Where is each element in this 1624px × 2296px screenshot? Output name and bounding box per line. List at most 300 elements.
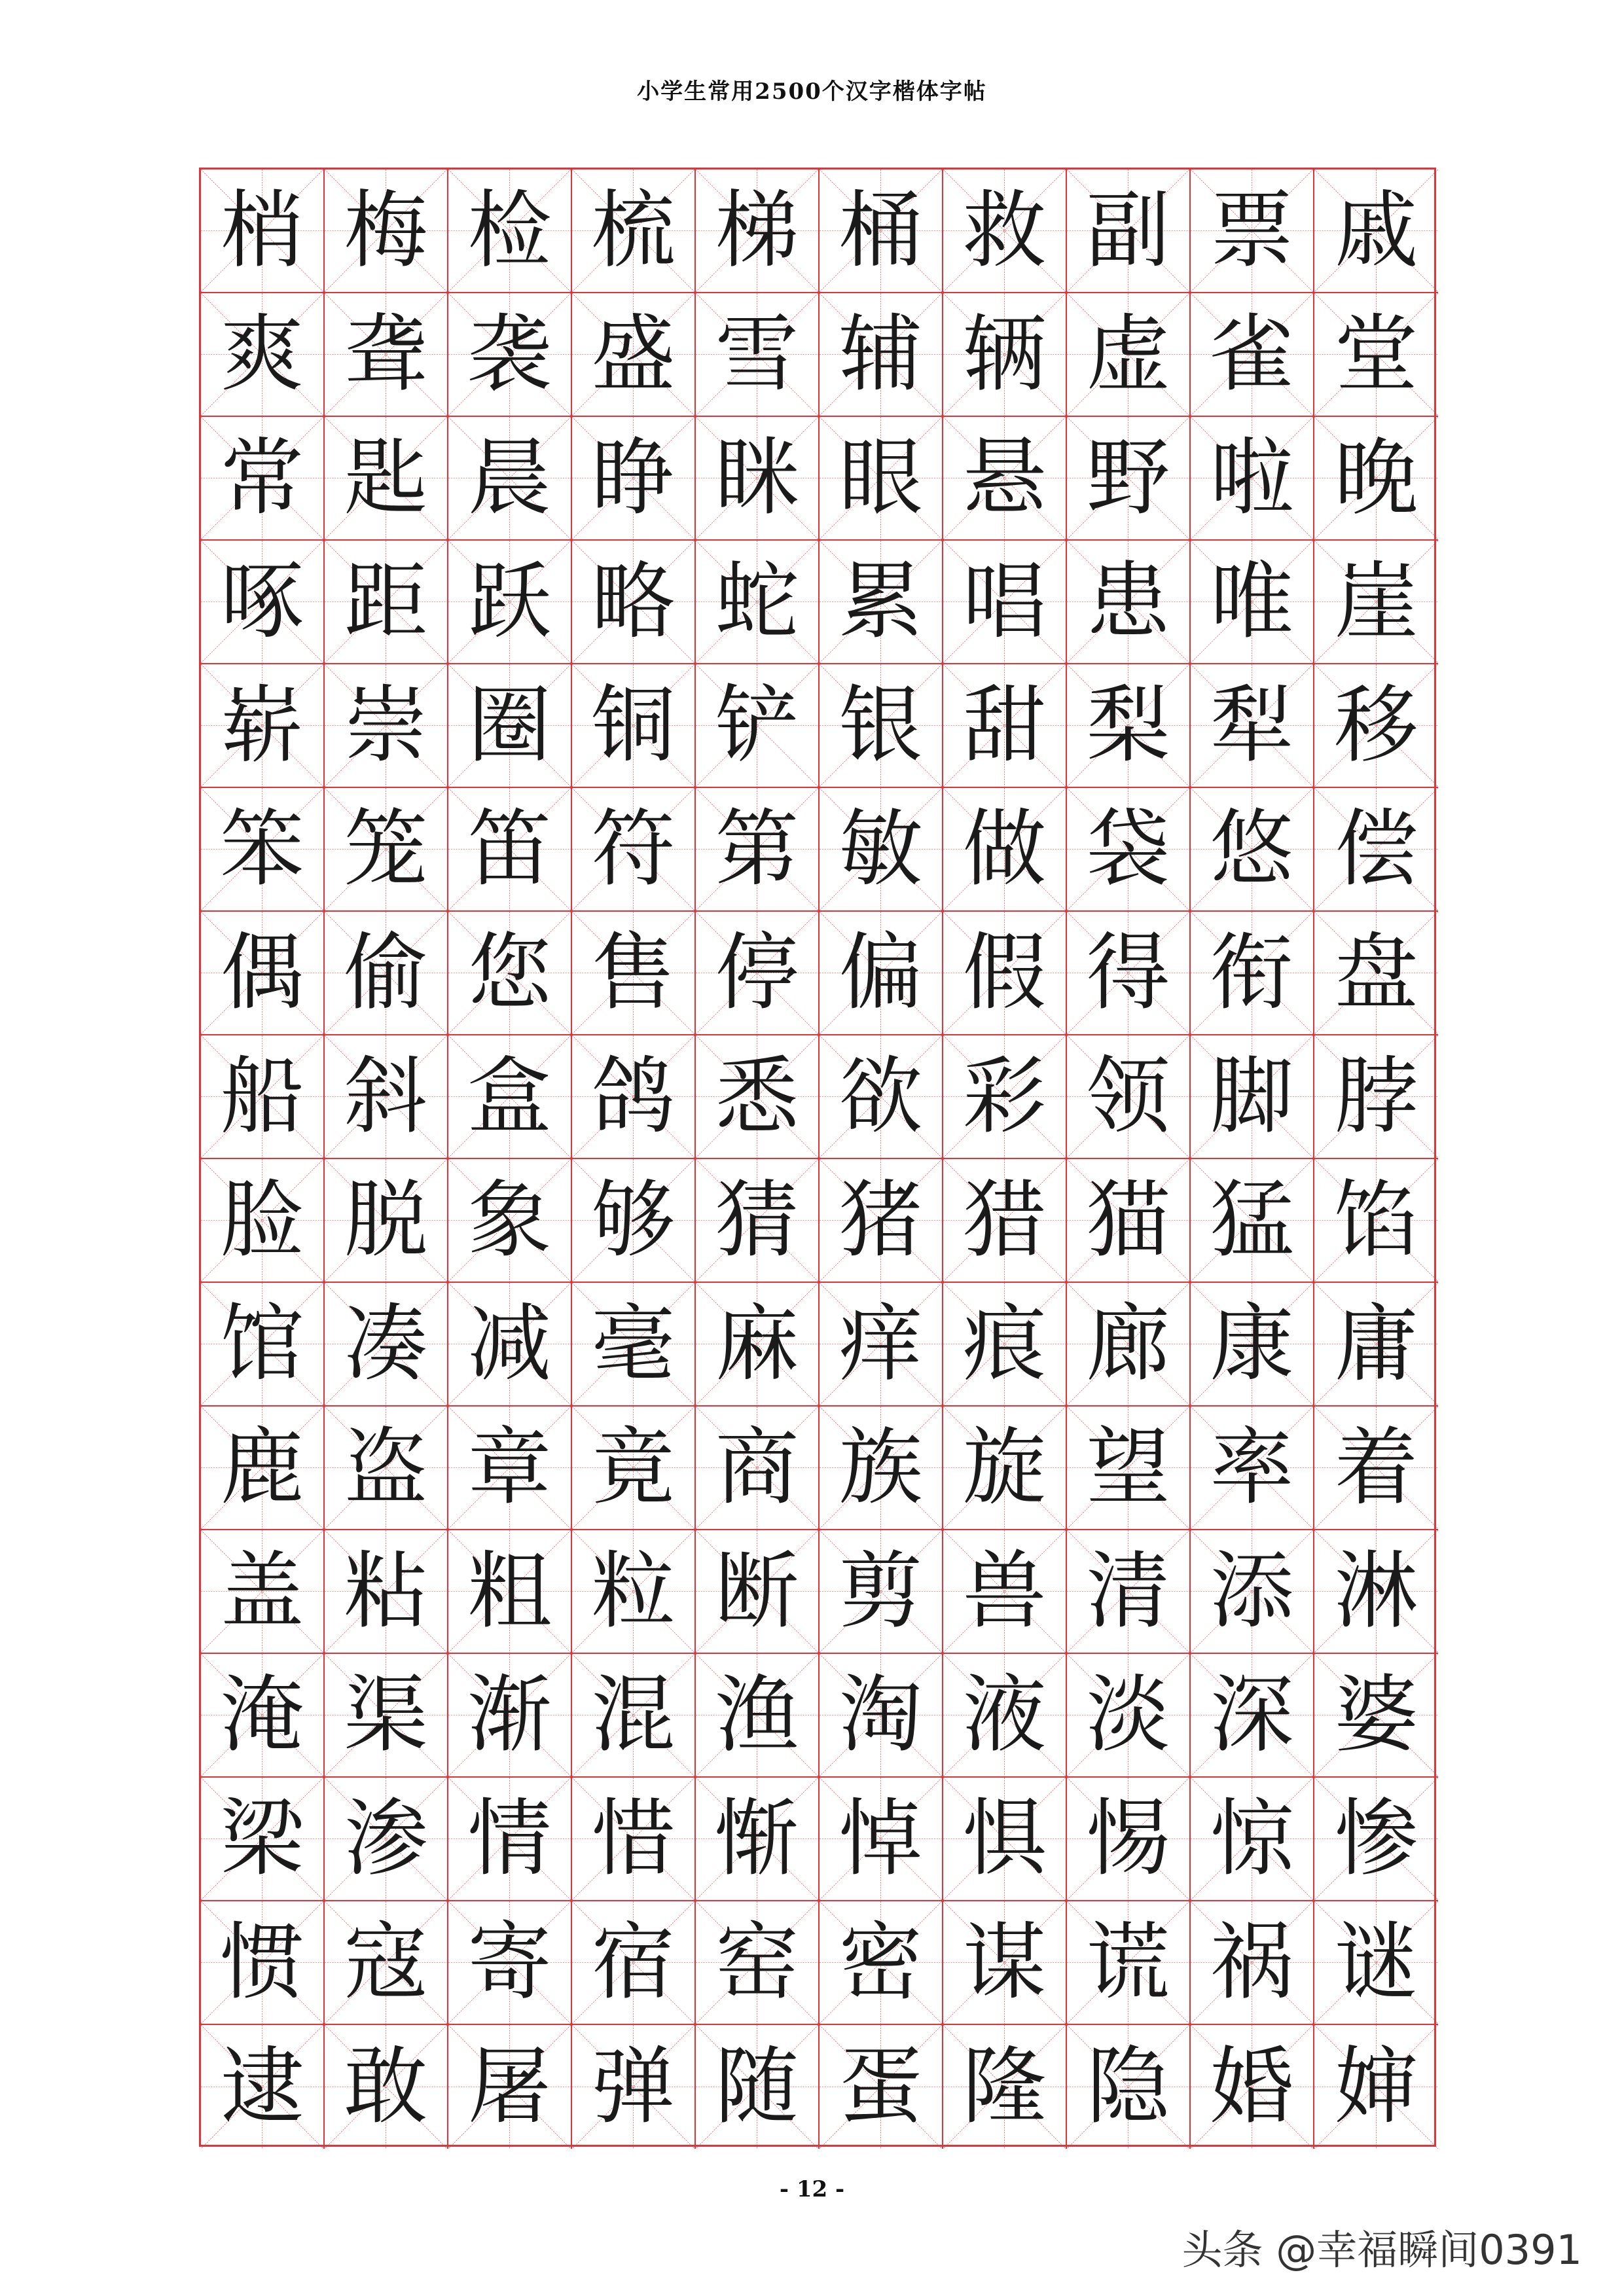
grid-cell	[1191, 912, 1314, 1035]
grid-cell	[820, 417, 943, 541]
practice-character: 谜	[1334, 1913, 1418, 2011]
grid-cell	[1067, 788, 1191, 912]
practice-character: 情	[467, 1789, 552, 1888]
practice-character: 假	[962, 924, 1047, 1022]
practice-character: 剪	[839, 1542, 923, 1640]
practice-character: 脖	[1334, 1047, 1418, 1145]
practice-character: 盒	[467, 1047, 552, 1145]
grid-cell	[1067, 1407, 1191, 1530]
practice-character: 盛	[591, 305, 676, 403]
grid-cell	[943, 664, 1067, 788]
practice-character: 够	[591, 1171, 676, 1269]
practice-character: 断	[715, 1542, 799, 1640]
grid-cell	[1191, 417, 1314, 541]
grid-cell	[325, 788, 448, 912]
practice-character: 凑	[344, 1295, 428, 1393]
grid-cell	[572, 1530, 696, 1654]
practice-character: 敢	[344, 2037, 428, 2136]
grid-cell	[696, 1901, 820, 2025]
practice-character: 惯	[220, 1913, 304, 2011]
practice-character: 族	[839, 1418, 923, 1516]
practice-character: 移	[1334, 676, 1418, 774]
practice-character: 隆	[962, 2037, 1047, 2136]
practice-character: 粗	[467, 1542, 552, 1640]
practice-character: 欲	[839, 1047, 923, 1145]
grid-cell	[1314, 293, 1438, 417]
grid-cell	[820, 1530, 943, 1654]
practice-character: 梁	[220, 1789, 304, 1888]
grid-cell	[696, 912, 820, 1035]
grid-cell	[1314, 912, 1438, 1035]
grid-cell	[572, 2025, 696, 2149]
practice-character: 深	[1210, 1666, 1294, 1764]
grid-cell	[943, 1654, 1067, 1778]
grid-cell	[943, 1035, 1067, 1159]
grid-cell	[1314, 664, 1438, 788]
practice-character: 爽	[220, 305, 304, 403]
grid-cell	[201, 417, 325, 541]
practice-character: 睁	[591, 429, 676, 527]
practice-character: 圈	[467, 676, 552, 774]
practice-character: 啄	[220, 552, 304, 651]
practice-character: 盖	[220, 1542, 304, 1640]
grid-cell	[696, 170, 820, 293]
practice-character: 添	[1210, 1542, 1294, 1640]
practice-character: 液	[962, 1666, 1047, 1764]
grid-cell	[1067, 1778, 1191, 1901]
practice-character: 惕	[1086, 1789, 1170, 1888]
page-number: - 12 -	[779, 2176, 845, 2202]
practice-character: 康	[1210, 1295, 1294, 1393]
practice-character: 脚	[1210, 1047, 1294, 1145]
grid-cell	[1067, 2025, 1191, 2149]
practice-character: 甜	[962, 676, 1047, 774]
grid-cell	[696, 1035, 820, 1159]
practice-character: 符	[591, 800, 676, 898]
grid-cell	[1191, 2025, 1314, 2149]
practice-character: 祸	[1210, 1913, 1294, 2011]
practice-character: 蛇	[715, 552, 799, 651]
practice-character: 庸	[1334, 1295, 1418, 1393]
grid-cell	[943, 1530, 1067, 1654]
practice-character: 脱	[344, 1171, 428, 1269]
practice-character: 笨	[220, 800, 304, 898]
grid-cell	[325, 1035, 448, 1159]
practice-character: 雪	[715, 305, 799, 403]
grid-cell	[572, 1283, 696, 1407]
grid-cell	[1314, 1035, 1438, 1159]
practice-character: 跃	[467, 552, 552, 651]
grid-cell	[820, 664, 943, 788]
practice-character: 章	[467, 1418, 552, 1516]
grid-cell	[201, 541, 325, 664]
practice-character: 馆	[220, 1295, 304, 1393]
grid-cell	[325, 170, 448, 293]
practice-character: 银	[839, 676, 923, 774]
practice-character: 患	[1086, 552, 1170, 651]
practice-character: 隐	[1086, 2037, 1170, 2136]
grid-cell	[820, 1407, 943, 1530]
grid-cell	[820, 912, 943, 1035]
practice-character: 辆	[962, 305, 1047, 403]
practice-character: 悬	[962, 429, 1047, 527]
grid-cell	[448, 1654, 572, 1778]
grid-cell	[696, 1654, 820, 1778]
grid-cell	[1191, 293, 1314, 417]
grid-cell	[1067, 1901, 1191, 2025]
practice-character: 婆	[1334, 1666, 1418, 1764]
practice-character: 偶	[220, 924, 304, 1022]
grid-cell	[325, 912, 448, 1035]
grid-cell	[943, 293, 1067, 417]
practice-character: 痕	[962, 1295, 1047, 1393]
practice-character: 悠	[1210, 800, 1294, 898]
practice-character: 偷	[344, 924, 428, 1022]
grid-cell	[820, 788, 943, 912]
watermark: 头条 @幸福瞬间0391	[1182, 2226, 1582, 2274]
grid-cell	[1067, 1035, 1191, 1159]
grid-cell	[572, 788, 696, 912]
grid-cell	[1067, 1283, 1191, 1407]
grid-cell	[572, 170, 696, 293]
grid-cell	[325, 1283, 448, 1407]
grid-cell	[1067, 417, 1191, 541]
grid-cell	[943, 788, 1067, 912]
practice-character: 停	[715, 924, 799, 1022]
practice-character: 虚	[1086, 305, 1170, 403]
practice-character: 谎	[1086, 1913, 1170, 2011]
grid-cell	[1067, 1654, 1191, 1778]
grid-cell	[943, 1778, 1067, 1901]
practice-character: 戚	[1334, 181, 1418, 279]
grid-cell	[943, 1159, 1067, 1283]
practice-character: 渠	[344, 1666, 428, 1764]
grid-cell	[572, 541, 696, 664]
grid-cell	[201, 170, 325, 293]
practice-character: 猫	[1086, 1171, 1170, 1269]
grid-cell	[1191, 1530, 1314, 1654]
grid-cell	[1314, 1159, 1438, 1283]
practice-character: 袭	[467, 305, 552, 403]
practice-character: 得	[1086, 924, 1170, 1022]
practice-character: 随	[715, 2037, 799, 2136]
practice-character: 崖	[1334, 552, 1418, 651]
practice-character: 崇	[344, 676, 428, 774]
grid-cell	[943, 1407, 1067, 1530]
practice-character: 清	[1086, 1542, 1170, 1640]
practice-character: 唱	[962, 552, 1047, 651]
practice-character: 聋	[344, 305, 428, 403]
grid-cell	[325, 1530, 448, 1654]
grid-cell	[1067, 170, 1191, 293]
grid-cell	[1314, 170, 1438, 293]
grid-cell	[448, 417, 572, 541]
practice-character: 宿	[591, 1913, 676, 2011]
grid-cell	[201, 1407, 325, 1530]
grid-cell	[943, 912, 1067, 1035]
grid-cell	[1314, 2025, 1438, 2149]
practice-character: 敏	[839, 800, 923, 898]
practice-character: 混	[591, 1666, 676, 1764]
practice-character: 弹	[591, 2037, 676, 2136]
grid-cell	[325, 1159, 448, 1283]
grid-cell	[572, 293, 696, 417]
grid-cell	[820, 1283, 943, 1407]
practice-character: 匙	[344, 429, 428, 527]
practice-character: 淘	[839, 1666, 923, 1764]
practice-character: 偿	[1334, 800, 1418, 898]
practice-character: 笛	[467, 800, 552, 898]
grid-cell	[1191, 1283, 1314, 1407]
grid-cell	[696, 541, 820, 664]
practice-character: 野	[1086, 429, 1170, 527]
practice-character: 寇	[344, 1913, 428, 2011]
practice-character: 铲	[715, 676, 799, 774]
practice-character: 望	[1086, 1418, 1170, 1516]
practice-character: 犁	[1210, 676, 1294, 774]
practice-character: 检	[467, 181, 552, 279]
grid-cell	[572, 664, 696, 788]
grid-cell	[1314, 1654, 1438, 1778]
grid-cell	[448, 912, 572, 1035]
practice-character: 第	[715, 800, 799, 898]
practice-character: 雀	[1210, 305, 1294, 403]
grid-cell	[325, 417, 448, 541]
grid-cell	[1067, 664, 1191, 788]
page-title: 小学生常用2500个汉字楷体字帖	[637, 79, 987, 105]
practice-character: 眯	[715, 429, 799, 527]
grid-cell	[572, 417, 696, 541]
practice-character: 您	[467, 924, 552, 1022]
grid-cell	[448, 788, 572, 912]
practice-character: 廊	[1086, 1295, 1170, 1393]
practice-character: 彩	[962, 1047, 1047, 1145]
practice-character: 晨	[467, 429, 552, 527]
practice-character: 粘	[344, 1542, 428, 1640]
practice-character: 屠	[467, 2037, 552, 2136]
grid-cell	[325, 1778, 448, 1901]
grid-cell	[448, 1159, 572, 1283]
practice-character: 淹	[220, 1666, 304, 1764]
grid-cell	[696, 1159, 820, 1283]
practice-character: 寄	[467, 1913, 552, 2011]
grid-cell	[201, 912, 325, 1035]
grid-cell	[201, 1283, 325, 1407]
practice-character: 桶	[839, 181, 923, 279]
practice-character: 毫	[591, 1295, 676, 1393]
practice-character: 猛	[1210, 1171, 1294, 1269]
practice-character: 眼	[839, 429, 923, 527]
grid-cell	[201, 1530, 325, 1654]
grid-cell	[448, 1901, 572, 2025]
grid-cell	[1191, 1159, 1314, 1283]
practice-character: 逮	[220, 2037, 304, 2136]
grid-cell	[201, 788, 325, 912]
grid-cell	[820, 1654, 943, 1778]
grid-cell	[1314, 1778, 1438, 1901]
grid-cell	[943, 1283, 1067, 1407]
grid-cell	[448, 541, 572, 664]
grid-cell	[820, 170, 943, 293]
practice-character: 笼	[344, 800, 428, 898]
grid-cell	[201, 1778, 325, 1901]
grid-cell	[1191, 1778, 1314, 1901]
grid-cell	[201, 1035, 325, 1159]
grid-cell	[1314, 1407, 1438, 1530]
grid-cell	[696, 417, 820, 541]
practice-character: 副	[1086, 181, 1170, 279]
practice-character: 密	[839, 1913, 923, 2011]
practice-character: 领	[1086, 1047, 1170, 1145]
practice-character: 惨	[1334, 1789, 1418, 1888]
practice-character: 蛋	[839, 2037, 923, 2136]
grid-cell	[1314, 1530, 1438, 1654]
grid-cell	[820, 2025, 943, 2149]
grid-cell	[1191, 788, 1314, 912]
grid-cell	[448, 1283, 572, 1407]
grid-cell	[201, 1901, 325, 2025]
grid-cell	[943, 541, 1067, 664]
grid-cell	[572, 1901, 696, 2025]
grid-cell	[448, 1035, 572, 1159]
practice-character: 鹿	[220, 1418, 304, 1516]
grid-cell	[325, 1901, 448, 2025]
grid-cell	[448, 1407, 572, 1530]
grid-cell	[448, 170, 572, 293]
grid-cell	[201, 293, 325, 417]
practice-character: 旋	[962, 1418, 1047, 1516]
grid-cell	[325, 1407, 448, 1530]
practice-character: 淋	[1334, 1542, 1418, 1640]
grid-cell	[696, 2025, 820, 2149]
practice-character: 梢	[220, 181, 304, 279]
grid-cell	[1067, 912, 1191, 1035]
grid-cell	[696, 1407, 820, 1530]
practice-character: 渐	[467, 1666, 552, 1764]
practice-character: 铜	[591, 676, 676, 774]
practice-character: 馅	[1334, 1171, 1418, 1269]
practice-character: 崭	[220, 676, 304, 774]
grid-cell	[1191, 1654, 1314, 1778]
practice-character: 唯	[1210, 552, 1294, 651]
grid-cell	[696, 664, 820, 788]
grid-cell	[820, 541, 943, 664]
practice-character: 象	[467, 1171, 552, 1269]
practice-character: 鸽	[591, 1047, 676, 1145]
practice-character: 常	[220, 429, 304, 527]
practice-character: 惊	[1210, 1789, 1294, 1888]
grid-cell	[943, 2025, 1067, 2149]
practice-character: 惜	[591, 1789, 676, 1888]
practice-character: 率	[1210, 1418, 1294, 1516]
practice-character: 痒	[839, 1295, 923, 1393]
grid-cell	[448, 2025, 572, 2149]
practice-character: 竟	[591, 1418, 676, 1516]
grid-cell	[696, 788, 820, 912]
grid-cell	[201, 664, 325, 788]
practice-character: 盗	[344, 1418, 428, 1516]
grid-cell	[448, 1778, 572, 1901]
practice-character: 悼	[839, 1789, 923, 1888]
grid-cell	[1067, 293, 1191, 417]
practice-character: 斜	[344, 1047, 428, 1145]
grid-cell	[1191, 664, 1314, 788]
grid-cell	[696, 1530, 820, 1654]
grid-cell	[325, 293, 448, 417]
grid-cell	[1314, 417, 1438, 541]
practice-character: 着	[1334, 1418, 1418, 1516]
practice-character: 惧	[962, 1789, 1047, 1888]
practice-character: 梅	[344, 181, 428, 279]
practice-character: 悉	[715, 1047, 799, 1145]
grid-cell	[448, 664, 572, 788]
grid-cell	[1191, 170, 1314, 293]
grid-cell	[696, 1283, 820, 1407]
practice-character: 售	[591, 924, 676, 1022]
grid-cell	[572, 912, 696, 1035]
practice-character: 猎	[962, 1171, 1047, 1269]
grid-cell	[325, 1654, 448, 1778]
practice-grid	[199, 168, 1436, 2147]
practice-character: 盘	[1334, 924, 1418, 1022]
practice-character: 船	[220, 1047, 304, 1145]
grid-cell	[820, 293, 943, 417]
practice-character: 晚	[1334, 429, 1418, 527]
practice-character: 袋	[1086, 800, 1170, 898]
grid-cell	[696, 293, 820, 417]
practice-character: 减	[467, 1295, 552, 1393]
practice-character: 梳	[591, 181, 676, 279]
practice-character: 票	[1210, 181, 1294, 279]
grid-cell	[325, 2025, 448, 2149]
grid-cell	[943, 1901, 1067, 2025]
practice-character: 啦	[1210, 429, 1294, 527]
grid-cell	[820, 1901, 943, 2025]
practice-character: 略	[591, 552, 676, 651]
practice-character: 猜	[715, 1171, 799, 1269]
practice-character: 脸	[220, 1171, 304, 1269]
grid-cell	[1067, 541, 1191, 664]
practice-character: 窑	[715, 1913, 799, 2011]
grid-cell	[201, 1159, 325, 1283]
practice-character: 麻	[715, 1295, 799, 1393]
practice-character: 渗	[344, 1789, 428, 1888]
grid-cell	[1067, 1530, 1191, 1654]
grid-cell	[1191, 1407, 1314, 1530]
practice-character: 做	[962, 800, 1047, 898]
practice-character: 商	[715, 1418, 799, 1516]
grid-cell	[572, 1654, 696, 1778]
practice-character: 衔	[1210, 924, 1294, 1022]
grid-cell	[325, 541, 448, 664]
practice-character: 猪	[839, 1171, 923, 1269]
grid-cell	[820, 1035, 943, 1159]
grid-cell	[572, 1035, 696, 1159]
grid-cell	[1191, 1035, 1314, 1159]
grid-cell	[201, 1654, 325, 1778]
grid-cell	[1067, 1159, 1191, 1283]
grid-cell	[1314, 541, 1438, 664]
grid-cell	[820, 1778, 943, 1901]
grid-cell	[448, 293, 572, 417]
grid-cell	[696, 1778, 820, 1901]
practice-character: 淡	[1086, 1666, 1170, 1764]
grid-cell	[448, 1530, 572, 1654]
practice-character: 粒	[591, 1542, 676, 1640]
grid-cell	[1191, 541, 1314, 664]
practice-character: 堂	[1334, 305, 1418, 403]
grid-cell	[820, 1159, 943, 1283]
